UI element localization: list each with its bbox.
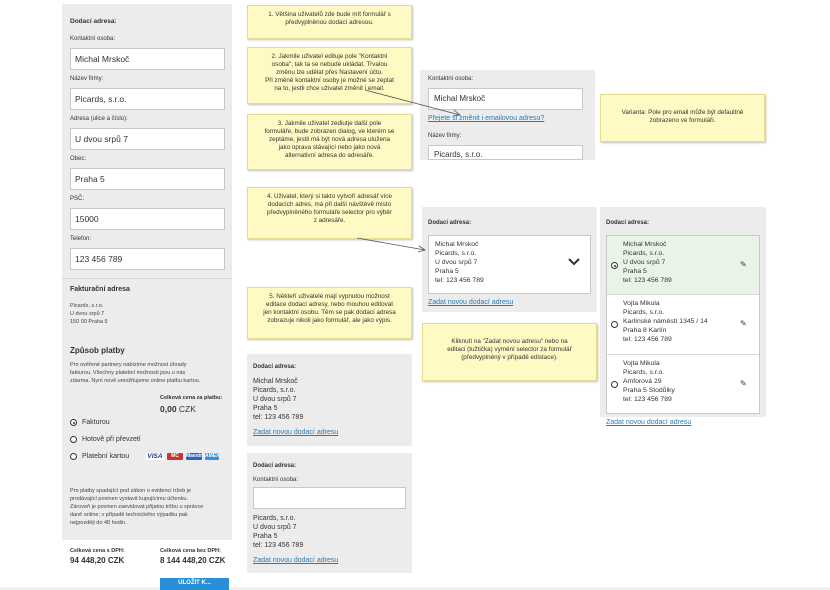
checkout-form-panel: [62, 4, 232, 587]
address-list: [606, 235, 760, 414]
contact-input[interactable]: Michal Mrskoč: [428, 88, 583, 110]
addr-line: Amforová 29: [623, 378, 662, 385]
addr-line: Vojta Mikula: [623, 360, 660, 367]
sticky-note-variant: Varianta: Pole pro email může být defaultně zobrazeno ve formuláři.: [600, 94, 765, 142]
zip-input[interactable]: 15000: [70, 208, 225, 230]
selector-title: Dodací adresa:: [428, 220, 472, 226]
payment-radio-invoice[interactable]: [70, 419, 77, 426]
addr-line: Vojta Mikula: [623, 300, 660, 307]
contact-input[interactable]: [253, 487, 406, 509]
address-input[interactable]: U dvou srpů 7: [70, 128, 225, 150]
addr-line: tel: 123 456 789: [435, 277, 484, 284]
company-label: Název firmy:: [70, 76, 104, 82]
addr-line: U dvou srpů 7: [435, 259, 478, 266]
address-radio[interactable]: [611, 381, 618, 388]
addr-line: Picards, s.r.o.: [253, 515, 296, 522]
address-selector-collapsed: [422, 207, 597, 312]
sum-vat-value: 94 448,20 CZK: [70, 556, 125, 565]
address-option[interactable]: [607, 236, 760, 294]
amex-logo: AMEX: [205, 453, 220, 459]
pencil-icon[interactable]: ✎: [740, 379, 747, 388]
addr-line: Praha 8 Karlín: [623, 327, 667, 334]
pencil-icon[interactable]: ✎: [740, 319, 747, 328]
addr-line: Praha 5 Stodůlky: [623, 387, 675, 394]
arrow-icon: [360, 85, 470, 125]
chevron-down-icon[interactable]: [567, 257, 581, 267]
payment-intro: fakturou. Všechny platební možnosti jsou u nás: [70, 370, 186, 376]
billing-title: Fakturační adresa: [70, 286, 130, 293]
payment-intro: zdarma. Nyní nově umožňujeme online platbu kartou.: [70, 378, 201, 384]
addr-line: Picards, s.r.o.: [435, 250, 477, 257]
address-readonly-box: [247, 354, 412, 446]
addr-line: tel: 123 456 789: [623, 277, 672, 284]
addr-line: tel: 123 456 789: [253, 414, 304, 421]
totals-strip: [0, 540, 240, 587]
new-address-link[interactable]: Zadat novou dodací adresu: [428, 299, 514, 306]
city-input[interactable]: Praha 5: [70, 168, 225, 190]
change-email-link[interactable]: Přejete si změnit i emailovou adresu?: [428, 115, 545, 122]
address-select[interactable]: [428, 235, 591, 294]
legal-line: Zároveň je povinen zaevidovat přijatou tržbu u správce: [70, 504, 204, 510]
pencil-icon[interactable]: ✎: [740, 260, 747, 269]
address-radio[interactable]: [611, 321, 618, 328]
company-input[interactable]: Picards, s.r.o.: [428, 145, 583, 160]
legal-line: Pro platby spadající pod zákon o evidenci tržeb je: [70, 488, 192, 494]
addr-line: Picards, s.r.o.: [623, 309, 665, 316]
addr-line: Michal Mrskoč: [253, 378, 298, 385]
delivery-address-title: Dodací adresa:: [70, 18, 117, 25]
payment-title: Způsob platby: [70, 346, 125, 355]
selector-title: Dodací adresa:: [606, 220, 650, 226]
new-address-link[interactable]: Zadat novou dodací adresu: [253, 429, 339, 436]
sum-novat-label: Celková cena bez DPH:: [160, 548, 221, 554]
billing-line: Picards, s.r.o.: [70, 303, 104, 309]
addr-line: Praha 5: [253, 405, 278, 412]
new-address-link[interactable]: Zadat novou dodací adresu: [606, 419, 692, 426]
address-contact-only-box: [247, 453, 412, 573]
company-input[interactable]: Picards, s.r.o.: [70, 88, 225, 110]
legal-line: nejpozději do 48 hodin.: [70, 520, 127, 526]
billing-line: U dvou srpů 7: [70, 311, 105, 317]
addr-line: Praha 5: [623, 268, 647, 275]
sticky-note-3: 3. Jakmile uživatel zediutje další pole formuláře, bude zobrazen dialog, ve kterém se zeptáme, jestli má být nová adresa uložena jako oprava stávající nebo jako nová alternativní adresa do adresáře.: [247, 114, 412, 170]
divider: [62, 278, 232, 279]
address-label: Adresa (ulice a číslo):: [70, 116, 128, 122]
sticky-note-4: 4. Uživatel, který si takto vytvoří adresář více dodacích adres, má při další návštěvě místo předvyplněného formuláře selector pro výběr z adresáře.: [247, 187, 412, 239]
contact-label: Kontaktní osoba:: [70, 36, 116, 42]
addr-line: Michal Mrskoč: [435, 241, 479, 248]
payment-option-label: Hotově při převzetí: [82, 436, 141, 443]
legal-line: daně online; v případě technického výpadku pak: [70, 512, 188, 518]
payment-radio-cash[interactable]: [70, 436, 77, 443]
legal-line: prodávající povinen vystavit kupujícímu účtenku.: [70, 496, 189, 502]
contact-input[interactable]: Michal Mrskoč: [70, 48, 225, 70]
payment-option-label: Fakturou: [82, 419, 110, 426]
new-address-link[interactable]: Zadat novou dodací adresu: [253, 557, 339, 564]
sticky-note-5: 5. Někteří uživatelé mají vypnutou možnost editace dodací adresy, nebo mouhou editovat jen kontaktní osobu. Těm se pak dodací adresa zobrazuje nikoli jako formulář, ale jako výpis.: [247, 287, 412, 339]
addr-line: Praha 5: [253, 533, 278, 540]
visa-logo: VISA: [147, 453, 163, 460]
addr-line: U dvou srpů 7: [253, 524, 297, 531]
contact-label: Kontaktní osoba:: [253, 477, 299, 483]
addr-line: Picards, s.r.o.: [623, 250, 665, 257]
addr-line: tel: 123 456 789: [623, 396, 672, 403]
contact-label: Kontaktní osoba:: [428, 76, 474, 82]
addr-line: Picards, s.r.o.: [253, 387, 296, 394]
sticky-note-1: 1. Většina uživatelů zde bude mít formulář s předvyplněnou dodací adresou.: [247, 5, 412, 39]
address-selector-open: [600, 207, 766, 426]
billing-line: 150 00 Praha 5: [70, 319, 108, 325]
maestro-logo: Maestro: [186, 453, 206, 459]
arrow-icon: [355, 230, 435, 260]
addr-line: Karlínské náměstí 1345 / 14: [623, 318, 708, 325]
address-radio[interactable]: [611, 262, 618, 269]
payment-option-label: Platební kartou: [82, 453, 130, 460]
payment-radio-card[interactable]: [70, 453, 77, 460]
city-label: Obec:: [70, 156, 87, 162]
sticky-note-click: Kliknutí na "Zadat novou adresu" nebo na editaci (tužtička) vymění selector za formulář (předvyplněný v případě edistace).: [422, 323, 597, 381]
total-value: 0,00 CZK: [160, 404, 196, 414]
address-option[interactable]: [607, 294, 760, 354]
zip-label: PSČ:: [70, 196, 85, 202]
address-option[interactable]: [607, 354, 760, 414]
phone-input[interactable]: 123 456 789: [70, 248, 225, 270]
company-label: Název firmy:: [428, 133, 462, 139]
payment-intro: Pro ověřené partnery nabízíme možnost úhrady: [70, 362, 187, 368]
addr-line: U dvou srpů 7: [623, 259, 666, 266]
addr-line: Michal Mrskoč: [623, 241, 667, 248]
addr-line: Picards, s.r.o.: [623, 369, 665, 376]
sum-novat-value: 8 144 448,20 CZK: [160, 556, 226, 565]
contact-only-title: Dodací adresa:: [253, 463, 297, 469]
total-label: Celková cena za platbu:: [160, 395, 223, 401]
readonly-title: Dodací adresa:: [253, 364, 297, 370]
addr-line: tel: 123 456 789: [253, 542, 304, 549]
submit-button[interactable]: ULOŽIT K...: [160, 578, 229, 590]
sum-vat-label: Celková cena s DPH:: [70, 548, 125, 554]
addr-line: Praha 5: [435, 268, 459, 275]
addr-line: tel: 123 456 789: [623, 336, 672, 343]
phone-label: Telefon:: [70, 236, 92, 242]
sticky-note-2: 2. Jakmile uživatel edituje pole "Kontaktní osoba", tak ta se nebude ukládat. Trvalou změnu lze udělat přes Nastavení účtu. Při změně kontaktní osoby je možné se zeptat na to, jestli chce uživatel změnit i email.: [247, 47, 412, 104]
addr-line: U dvou srpů 7: [253, 396, 297, 403]
mastercard-logo: MC: [167, 453, 183, 460]
